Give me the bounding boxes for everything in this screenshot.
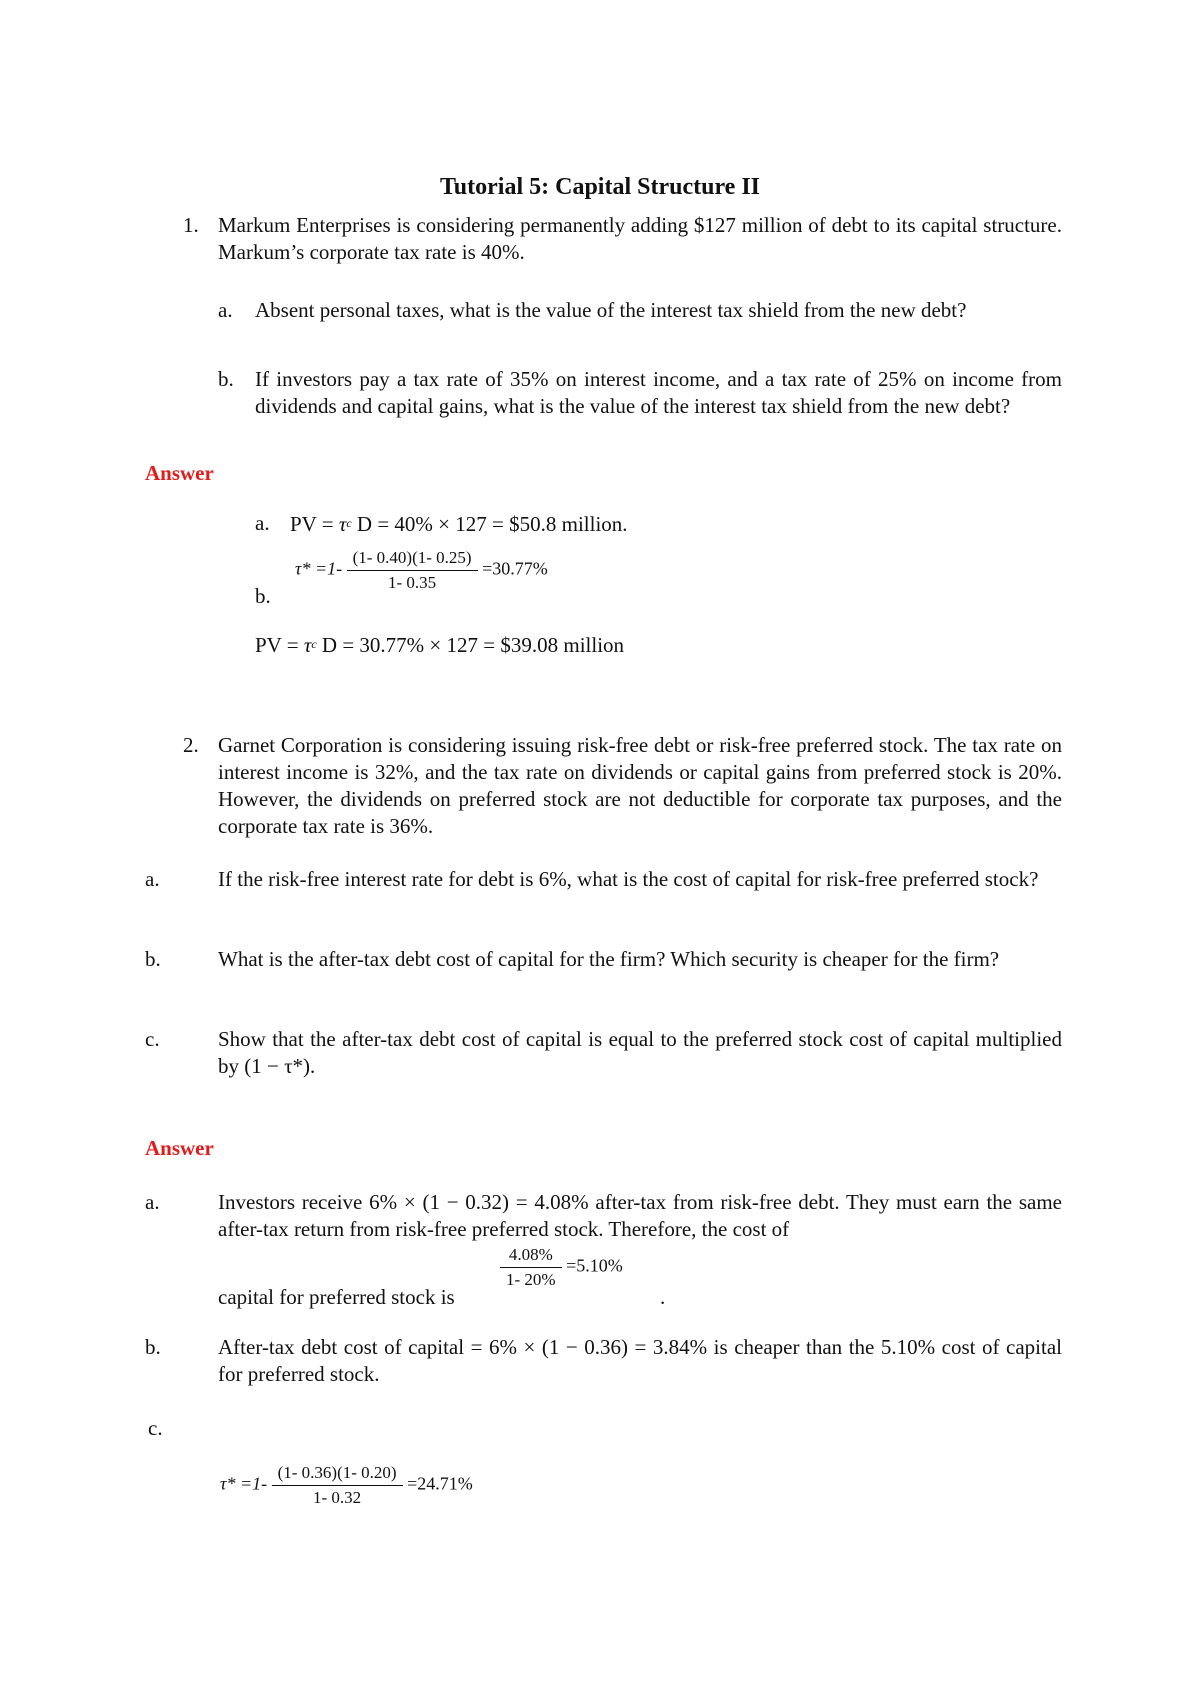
ans2c-rhs: =24.71% xyxy=(407,1473,473,1494)
ans2a-text: Investors receive 6% × (1 − 0.32) = 4.08% after-tax from risk-free debt. They must earn the same after-tax return from risk-free preferred stock. Therefore, the cost of xyxy=(218,1190,1062,1241)
ans1a-label: a. xyxy=(255,511,270,535)
answer-heading-2: Answer xyxy=(145,1136,214,1160)
ans1-pv-equation xyxy=(255,631,624,659)
ans2a-denominator: 1- 20% xyxy=(506,1270,556,1289)
q2a-label: a. xyxy=(145,867,160,891)
q2-number: 2. xyxy=(183,733,199,757)
ans2a-rhs: =5.10% xyxy=(566,1255,623,1276)
ans2a-numerator: 4.08% xyxy=(500,1245,562,1268)
tau-subscript: c xyxy=(311,637,317,651)
q1a-label: a. xyxy=(218,298,233,322)
answer-heading-1: Answer xyxy=(145,461,214,485)
ans1b-fraction xyxy=(347,548,478,593)
ans2a-end: . xyxy=(660,1285,666,1309)
q2-text: Garnet Corporation is considering issuing risk-free debt or risk-free preferred stock. The tax rate on interest income is 32%, and the tax rate on dividends or capital gains from preferred stock is 20%. However, the dividends on preferred stock are not deductible for corporate tax purposes, and the corporate tax rate is 36%. xyxy=(218,733,1062,838)
q2b-text: What is the after-tax debt cost of capital for the firm? Which security is cheaper for the firm? xyxy=(218,947,1000,971)
ans2c-denominator: 1- 0.32 xyxy=(312,1488,362,1507)
q2b-label: b. xyxy=(145,947,161,971)
ans2a-label: a. xyxy=(145,1190,160,1214)
ans1b-denominator: 1- 0.35 xyxy=(387,573,437,592)
ans2a-formula xyxy=(500,1245,623,1290)
ans2b-label: b. xyxy=(145,1335,161,1359)
ans1a-post: D = 40% × 127 = $50.8 million. xyxy=(351,512,628,536)
tau-subscript: c xyxy=(346,516,352,530)
ans2c-lhs: τ* =1- xyxy=(220,1473,268,1494)
q1-text: Markum Enterprises is considering permanently adding $127 million of debt to its capital structure. Markum’s corporate tax rate is 40%. xyxy=(218,213,1062,264)
q1a-text: Absent personal taxes, what is the value of the interest tax shield from the new debt? xyxy=(255,298,967,322)
q2c-text: Show that the after-tax debt cost of capital is equal to the preferred stock cost of capital multiplied by (1 − τ*). xyxy=(218,1027,1062,1078)
ans2a-fraction xyxy=(500,1245,562,1290)
ans2c-label: c. xyxy=(148,1416,163,1440)
page-title: Tutorial 5: Capital Structure II xyxy=(439,174,760,200)
ans1b-numerator: (1- 0.40)(1- 0.25) xyxy=(347,548,478,571)
q1b-label: b. xyxy=(218,367,234,391)
ans1-pv-pre: PV = xyxy=(255,633,299,657)
ans2b-text: After-tax debt cost of capital = 6% × (1 − 0.36) = 3.84% is cheaper than the 5.10% cost of capital for preferred stock. xyxy=(218,1335,1062,1386)
tau-symbol: τ xyxy=(303,633,312,657)
ans1b-formula xyxy=(295,548,548,593)
q1-number: 1. xyxy=(183,213,199,237)
tau-symbol: τ xyxy=(338,512,347,536)
q2a-text: If the risk-free interest rate for debt is 6%, what is the cost of capital for risk-free preferred stock? xyxy=(218,867,1039,891)
ans2c-formula xyxy=(220,1463,473,1508)
ans1b-lhs: τ* =1- xyxy=(295,558,343,579)
ans2a-tail: capital for preferred stock is xyxy=(218,1285,455,1309)
ans1b-rhs: =30.77% xyxy=(482,558,548,579)
ans1a-equation xyxy=(290,510,628,538)
ans1-pv-post: D = 30.77% × 127 = $39.08 million xyxy=(316,633,625,657)
ans1a-pre: PV = xyxy=(290,512,334,536)
ans2c-numerator: (1- 0.36)(1- 0.20) xyxy=(272,1463,403,1486)
ans2c-fraction xyxy=(272,1463,403,1508)
ans1b-label: b. xyxy=(255,584,271,608)
q1b-text: If investors pay a tax rate of 35% on interest income, and a tax rate of 25% on income from dividends and capital gains, what is the value of the interest tax shield from the new debt? xyxy=(255,367,1062,418)
q2c-label: c. xyxy=(145,1027,160,1051)
